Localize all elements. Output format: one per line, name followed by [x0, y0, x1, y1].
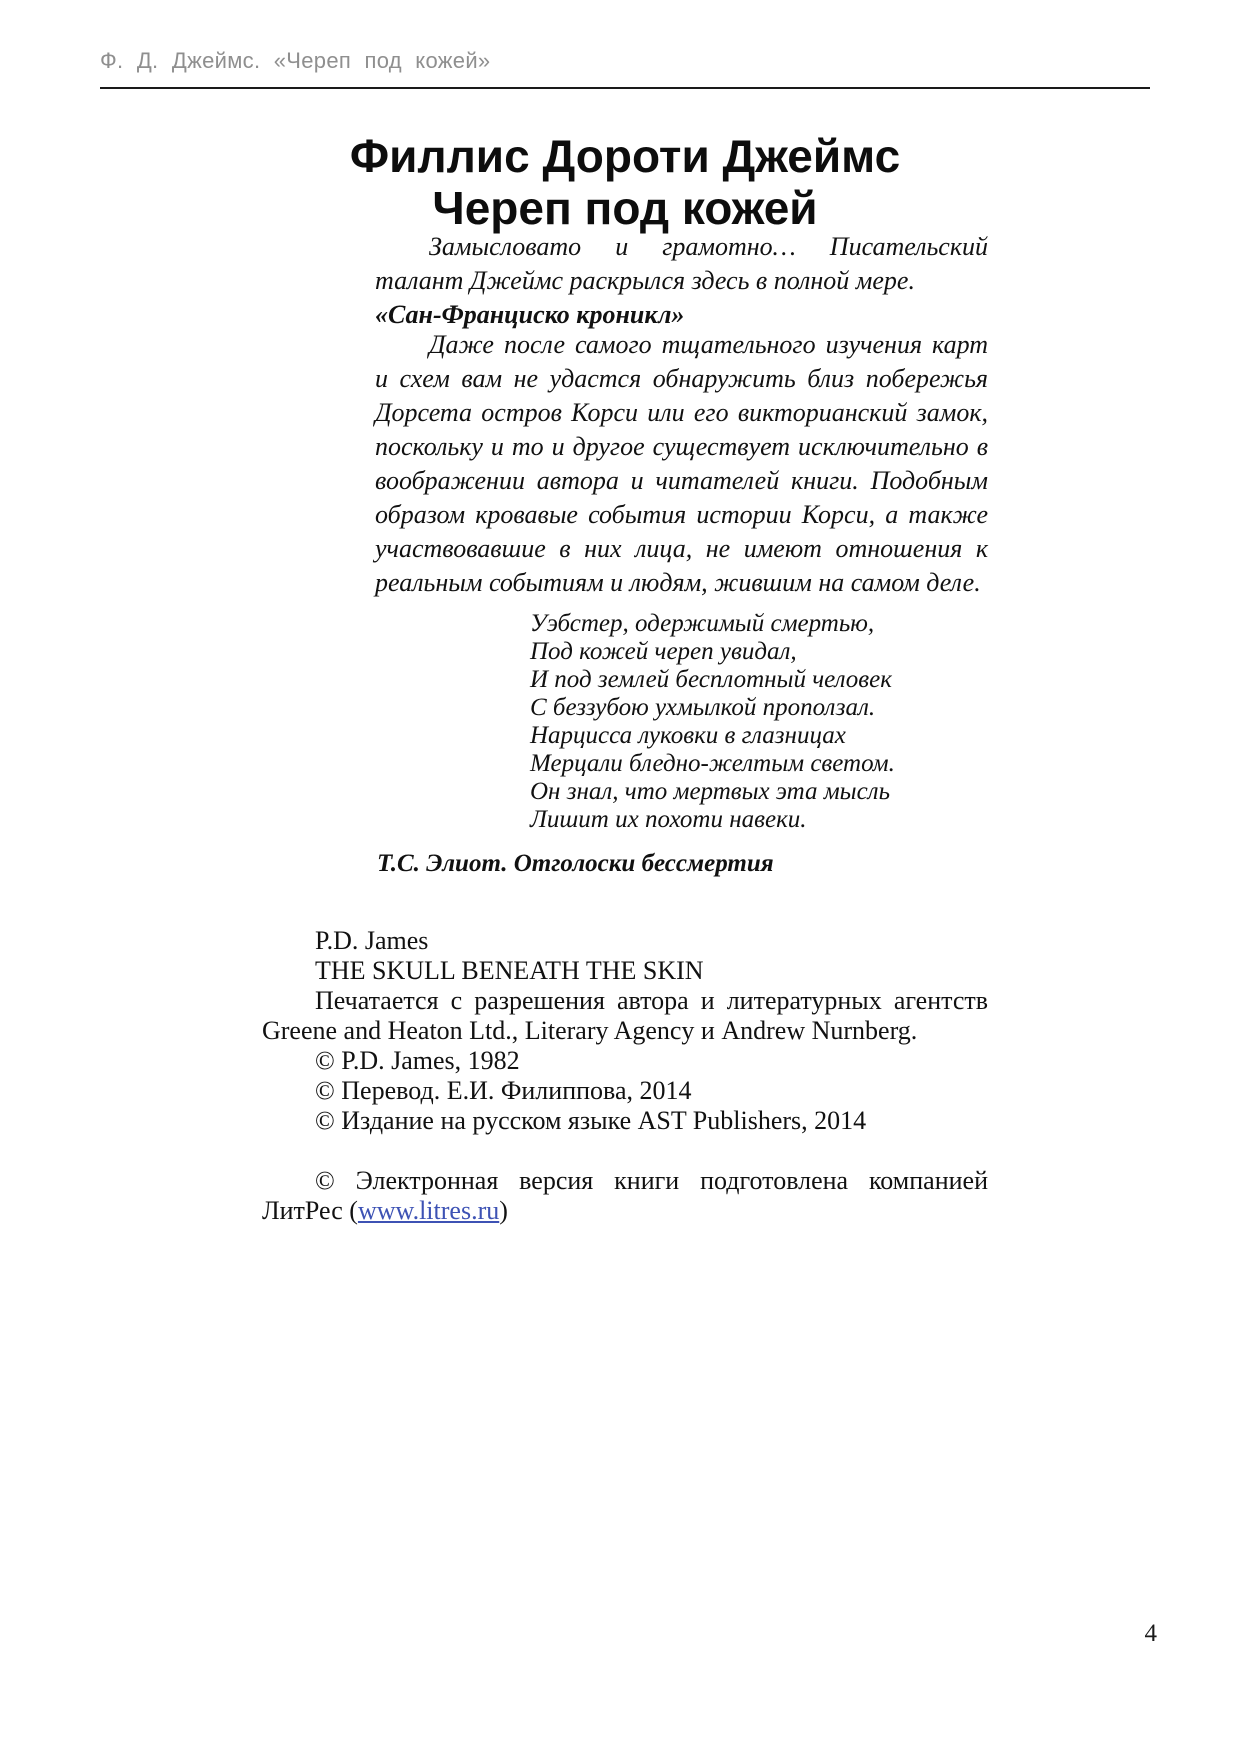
review-quote-source: «Сан-Франциско кроникл» — [375, 300, 685, 329]
copyright-line: © Издание на русском языке AST Publishers, 2014 — [315, 1106, 867, 1135]
poem-line: С беззубою ухмылкой проползал. — [530, 694, 876, 721]
book-author-title-line: Филлис Дороти Джеймс — [349, 130, 901, 182]
imprint-rights-paragraph: Печатается с разрешения автора и литературных агентств Greene and Heaton Ltd., Literary Agency и Andrew Nurnberg. — [262, 986, 988, 1045]
litres-paren-open: ( — [349, 1196, 358, 1225]
page-title — [100, 130, 1150, 234]
author-disclaimer-paragraph: Даже после самого тщательного изучения карт и схем вам не удастся обнаружить близ побережья Дорсета остров Корси или его викторианский замок, поскольку и то и другое существует исключительно в воображении автора и читателей книги. Подобным образом кровавые события истории Корси, а также участвовавшие в них лица, не имеют отношения к реальным событиям и людям, жившим на самом деле. — [375, 330, 988, 597]
epigraph-attribution: Т.С. Элиот. Отголоски бессмертия — [377, 850, 774, 877]
imprint-original-title: THE SKULL BENEATH THE SKIN — [315, 956, 704, 985]
copyright-line: © Перевод. Е.И. Филиппова, 2014 — [315, 1076, 692, 1105]
copyright-line: © P.D. James, 1982 — [315, 1046, 520, 1075]
running-header-title: Ф. Д. Джеймс. «Череп под кожей» — [100, 48, 491, 73]
poem-line: Под кожей череп увидал, — [530, 638, 797, 665]
page-number: 4 — [1144, 1620, 1157, 1647]
review-quote-block — [375, 230, 988, 332]
poem-line: Он знал, что мертвых эта мысль — [530, 778, 890, 805]
poem-line: Лишит их похоти навеки. — [530, 806, 807, 833]
imprint-block — [262, 926, 988, 1226]
poem-line: Уэбстер, одержимый смертью, — [530, 610, 875, 637]
review-quote-text: Замысловато и грамотно… Писательский талант Джеймс раскрылся здесь в полной мере. — [375, 232, 988, 295]
litres-notice — [262, 1166, 988, 1226]
imprint-author-line: P.D. James — [315, 926, 429, 955]
litres-paren-close: ) — [499, 1196, 508, 1225]
litres-link[interactable]: www.litres.ru — [357, 1196, 500, 1225]
poem-line: Нарцисса луковки в глазницах — [530, 722, 846, 749]
poem-line: И под землей бесплотный человек — [530, 666, 892, 693]
litres-notice-text: © Электронная версия книги подготовлена компанией ЛитРес — [262, 1166, 988, 1225]
poem-line: Мерцали бледно-желтым светом. — [530, 750, 895, 777]
book-name-title-line: Череп под кожей — [432, 182, 818, 234]
header-divider-rule — [100, 87, 1150, 89]
epigraph-poem — [530, 610, 895, 834]
